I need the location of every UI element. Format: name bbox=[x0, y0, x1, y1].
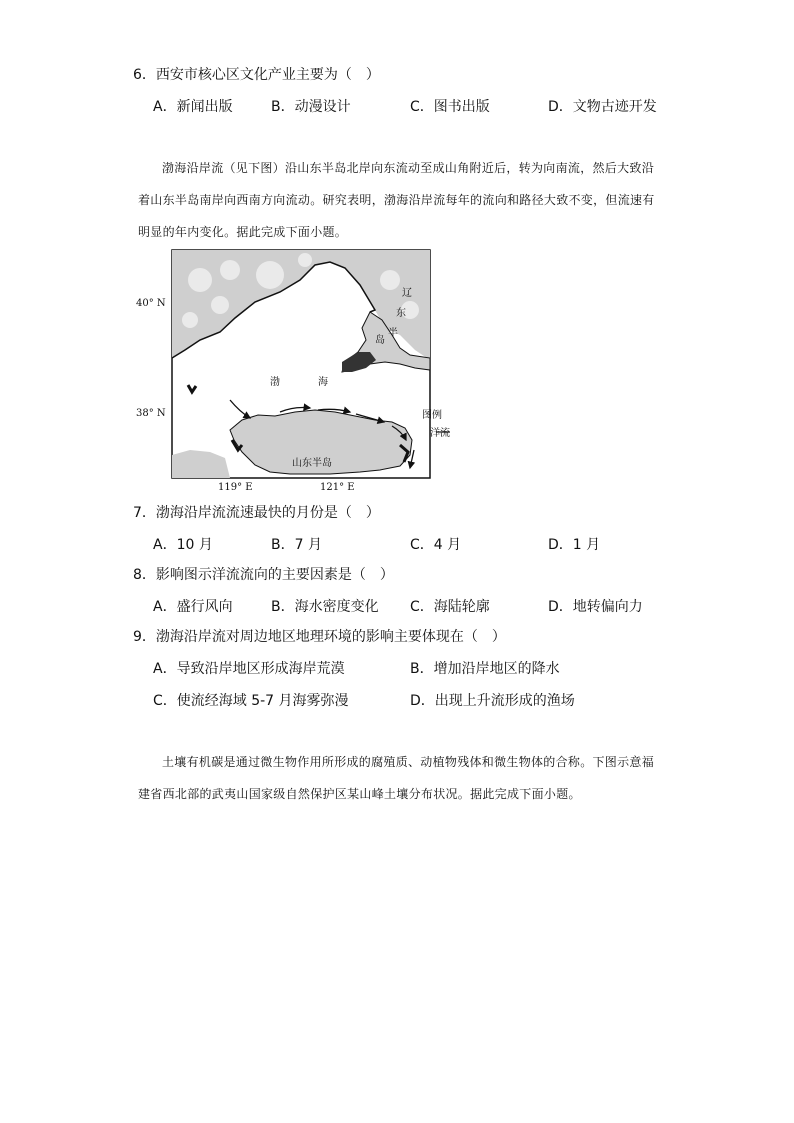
question-6-stem: 6．西安市核心区文化产业主要为（ ） bbox=[133, 67, 380, 83]
bohai-coastal-current-map bbox=[130, 240, 450, 495]
question-9-option-d: D．出现上升流形成的渔场 bbox=[410, 693, 575, 709]
question-6-option-b: B．动漫设计 bbox=[271, 99, 351, 115]
question-8-stem: 8．影响图示洋流流向的主要因素是（ ） bbox=[133, 567, 394, 583]
shandong-label: 山东半岛 bbox=[292, 458, 332, 469]
question-9-option-c: C．使流经海域 5-7 月海雾弥漫 bbox=[153, 693, 349, 709]
sea-label-hai: 海 bbox=[318, 377, 328, 388]
liaodong-label-3: 半 bbox=[388, 328, 398, 339]
question-7-option-c: C．4 月 bbox=[410, 537, 462, 553]
legend-title: 图例 bbox=[422, 410, 442, 421]
question-8-option-c: C．海陆轮廓 bbox=[410, 599, 490, 615]
liaodong-label-2: 东 bbox=[396, 308, 406, 319]
reading-passage-1: 渤海沿岸流（见下图）沿山东半岛北岸向东流动至成山角附近后，转为向南流，然后大致沿着山东半岛南岸向西南方向流动。研究表明，渤海沿岸流每年的流向和路径大致不变，但流速有明显的年内变化。据此完成下面小题。 bbox=[138, 161, 655, 239]
lat-label-40: 40° N bbox=[136, 298, 166, 309]
question-8-option-a: A．盛行风向 bbox=[153, 599, 233, 615]
question-7-stem: 7．渤海沿岸流流速最快的月份是（ ） bbox=[133, 505, 380, 521]
question-7-option-d: D．1 月 bbox=[548, 537, 601, 553]
question-7-option-a: A．10 月 bbox=[153, 537, 213, 553]
liaodong-label-1: 辽 bbox=[402, 288, 412, 299]
liaodong-label-4: 岛 bbox=[375, 335, 385, 346]
legend-item: 洋流 bbox=[430, 428, 450, 439]
question-9-stem: 9．渤海沿岸流对周边地区地理环境的影响主要体现在（ ） bbox=[133, 629, 506, 645]
question-6-option-a: A．新闻出版 bbox=[153, 99, 233, 115]
reading-passage-2: 土壤有机碳是通过微生物作用所形成的腐殖质、动植物残体和微生物体的合称。下图示意福建省西北部的武夷山国家级自然保护区某山峰土壤分布状况。据此完成下面小题。 bbox=[138, 755, 655, 801]
question-8-option-d: D．地转偏向力 bbox=[548, 599, 643, 615]
lon-label-121: 121° E bbox=[320, 482, 355, 493]
question-9-option-b: B．增加沿岸地区的降水 bbox=[410, 661, 560, 677]
question-9-option-a: A．导致沿岸地区形成海岸荒漠 bbox=[153, 661, 345, 677]
question-6-option-c: C．图书出版 bbox=[410, 99, 490, 115]
sea-label-bo: 渤 bbox=[270, 377, 280, 388]
question-8-option-b: B．海水密度变化 bbox=[271, 599, 379, 615]
question-6-option-d: D．文物古迹开发 bbox=[548, 99, 657, 115]
question-7-option-b: B．7 月 bbox=[271, 537, 322, 553]
lon-label-119: 119° E bbox=[218, 482, 253, 493]
lat-label-38: 38° N bbox=[136, 408, 166, 419]
